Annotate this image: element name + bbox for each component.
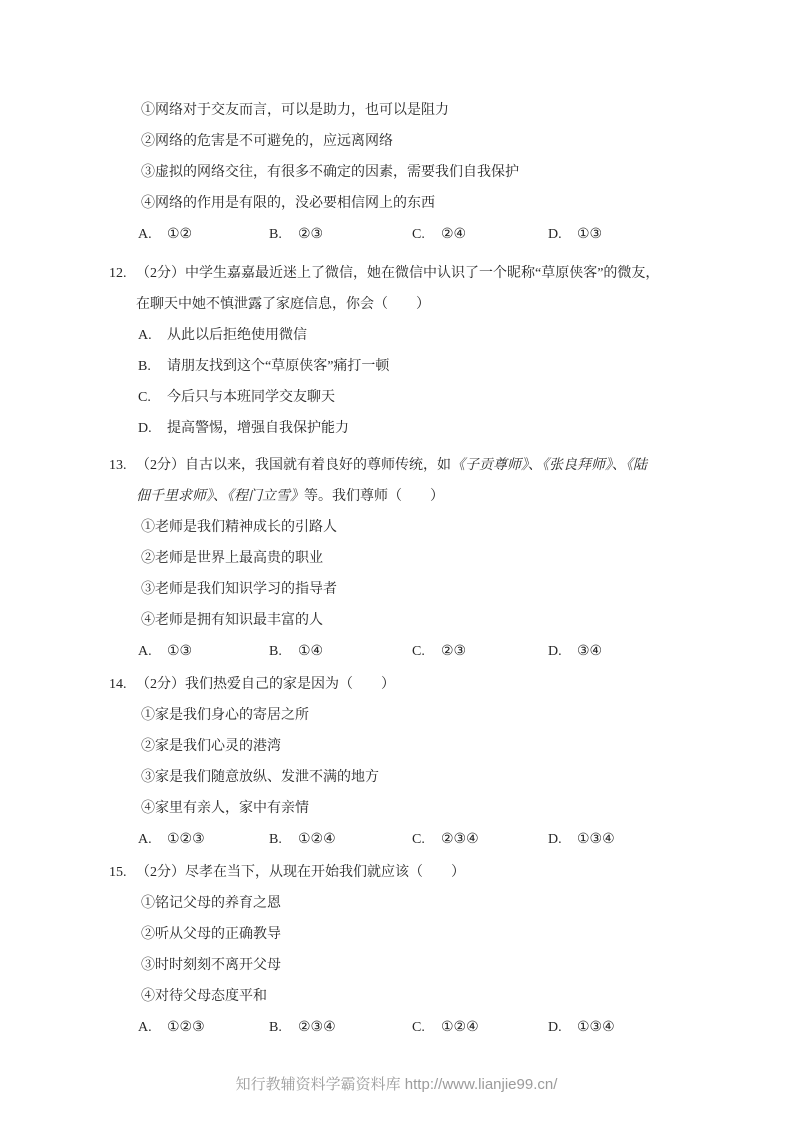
question-stem (109, 857, 793, 888)
choice-label: B. (138, 359, 151, 374)
choice-text: ①②④ (441, 1020, 479, 1035)
choice-label: C. (412, 832, 425, 847)
choice-label: A. (138, 328, 152, 343)
choice-b (269, 824, 412, 855)
choice-label: C. (412, 644, 425, 659)
choice-text: ①③④ (577, 832, 615, 847)
question-item: ①铭记父母的养育之恩 (141, 896, 281, 911)
choice-d (548, 1012, 615, 1043)
choice-b (269, 636, 412, 667)
choice-label: B. (269, 832, 282, 847)
choice-c (412, 1012, 548, 1043)
choice-a (138, 636, 269, 667)
choice-label: B. (269, 227, 282, 242)
choice-label: D. (138, 421, 152, 436)
choice-text: ②④ (441, 227, 467, 242)
choice-label: C. (412, 227, 425, 242)
question-item: ③家是我们随意放纵、发泄不满的地方 (141, 770, 379, 785)
choice-label: B. (269, 644, 282, 659)
choice-label: A. (138, 1020, 152, 1035)
choice-b (269, 219, 412, 250)
choice-a (138, 1012, 269, 1043)
question-item: ①老师是我们精神成长的引路人 (141, 520, 337, 535)
question-item: ③老师是我们知识学习的指导者 (141, 582, 337, 597)
stem-line: 在聊天中她不慎泄露了家庭信息，你会（ ） (136, 297, 430, 312)
choice-text: 请朋友找到这个“草原侠客”痛打一顿 (167, 359, 390, 374)
question-12 (0, 258, 793, 444)
choice-text: ①③ (167, 644, 193, 659)
choice-label: C. (412, 1020, 425, 1035)
question-13 (0, 450, 793, 667)
choice-c (412, 636, 548, 667)
option-a (138, 320, 793, 351)
question-number: 13. (109, 458, 127, 473)
option-c (138, 382, 793, 413)
stem-line: （2分）自古以来，我国就有着良好的尊师传统，如《子贡尊师》、《张良拜师》、《陆 (136, 458, 647, 473)
question-item: ④对待父母态度平和 (141, 989, 267, 1004)
choice-label: D. (548, 227, 562, 242)
question-item: ②网络的危害是不可避免的，应远离网络 (141, 134, 393, 149)
question-item: ③时时刻刻不离开父母 (141, 958, 281, 973)
question-number: 15. (109, 865, 127, 880)
question-item: ④网络的作用是有限的，没必要相信网上的东西 (141, 196, 435, 211)
choices-row (138, 1012, 793, 1043)
question-item: ①家是我们身心的寄居之所 (141, 708, 309, 723)
choice-a (138, 219, 269, 250)
question-item: ②听从父母的正确教导 (141, 927, 281, 942)
choice-text: ①③ (577, 227, 603, 242)
choice-text: ②③ (298, 227, 324, 242)
question-item: ②老师是世界上最高贵的职业 (141, 551, 323, 566)
choice-c (412, 219, 548, 250)
choice-b (269, 1012, 412, 1043)
question-15 (0, 857, 793, 1043)
choice-d (548, 824, 615, 855)
choice-a (138, 824, 269, 855)
choice-text: 从此以后拒绝使用微信 (167, 328, 307, 343)
stem-line: 佃千里求师》、《程门立雪》等。我们尊师（ ） (136, 489, 444, 504)
stem-line: （2分）中学生嘉嘉最近迷上了微信，她在微信中认识了一个昵称“草原侠客”的微友， (136, 266, 660, 281)
question-item: ④老师是拥有知识最丰富的人 (141, 613, 323, 628)
choices-row (138, 636, 793, 667)
option-d (138, 413, 793, 444)
choice-label: A. (138, 644, 152, 659)
choice-label: B. (269, 1020, 282, 1035)
choice-text: ①③④ (577, 1020, 615, 1035)
choice-label: C. (138, 390, 151, 405)
footer-watermark: 知行教辅资料学霸资料库 http://www.lianjie99.cn/ (235, 1076, 558, 1093)
choice-text: ②③④ (298, 1020, 336, 1035)
question-14 (0, 669, 793, 855)
choice-label: D. (548, 644, 562, 659)
choice-text: ③④ (577, 644, 603, 659)
stem-line: （2分）尽孝在当下，从现在开始我们就应该（ ） (136, 865, 465, 880)
choice-label: D. (548, 832, 562, 847)
choices-row (138, 824, 793, 855)
question-number: 12. (109, 266, 127, 281)
question-stem (109, 669, 793, 700)
question-item: ④家里有亲人，家中有亲情 (141, 801, 309, 816)
choice-text: ①② (167, 227, 193, 242)
question-number: 14. (109, 677, 127, 692)
question-stem (109, 258, 793, 289)
choice-label: A. (138, 832, 152, 847)
choice-d (548, 219, 602, 250)
question-item: ①网络对于交友而言，可以是助力，也可以是阻力 (141, 103, 449, 118)
option-b (138, 351, 793, 382)
choice-c (412, 824, 548, 855)
choice-text: 提高警惕，增强自我保护能力 (167, 421, 349, 436)
choice-text: ①②④ (298, 832, 336, 847)
choice-text: ②③ (441, 644, 467, 659)
question-item: ②家是我们心灵的港湾 (141, 739, 281, 754)
choice-d (548, 636, 602, 667)
choice-label: A. (138, 227, 152, 242)
choice-label: D. (548, 1020, 562, 1035)
choice-text: 今后只与本班同学交友聊天 (167, 390, 335, 405)
choices-row (138, 219, 793, 250)
choice-text: ①④ (298, 644, 324, 659)
question-stem (109, 450, 793, 481)
choice-text: ①②③ (167, 1020, 205, 1035)
stem-line: （2分）我们热爱自己的家是因为（ ） (136, 677, 395, 692)
choice-text: ①②③ (167, 832, 205, 847)
question-11 (0, 95, 793, 250)
question-item: ③虚拟的网络交往，有很多不确定的因素，需要我们自我保护 (141, 165, 519, 180)
choice-text: ②③④ (441, 832, 479, 847)
